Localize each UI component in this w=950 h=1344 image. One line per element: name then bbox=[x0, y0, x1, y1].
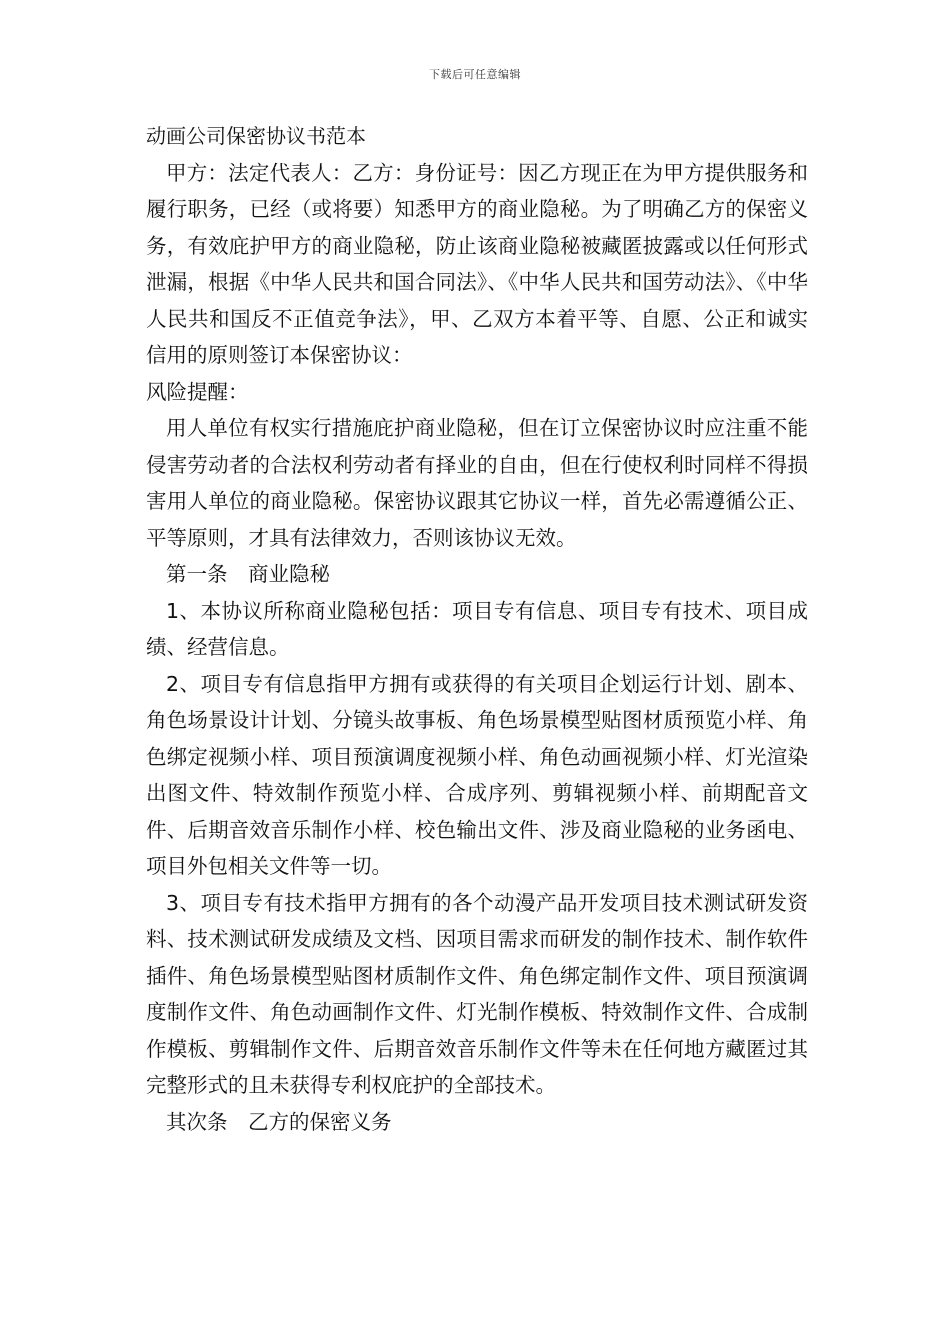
document-title: 动画公司保密协议书范本 bbox=[146, 124, 366, 148]
article-1-item-2: 2、项目专有信息指甲方拥有或获得的有关项目企划运行计划、剧本、角色场景设计计划、分镜头故事板、角色场景模型贴图材质预览小样、角色绑定视频小样、项目预演调度视频小样、角色动画视频小样、灯光渲染出图文件、特效制作预览小样、合成序列、剪辑视频小样、前期配音文件、后期音效音乐制作小样、校色输出文件、涉及商业隐秘的业务函电、项目外包相关文件等一切。 bbox=[146, 671, 808, 878]
page-header: 下载后可任意编辑 bbox=[429, 68, 521, 81]
article-1-title: 第一条 商业隐秘 bbox=[166, 562, 330, 586]
article-2-title: 其次条 乙方的保密义务 bbox=[166, 1109, 392, 1134]
risk-heading: 风险提醒： bbox=[146, 379, 249, 404]
intro-paragraph: 甲方：法定代表人：乙方：身份证号：因乙方现正在为甲方提供服务和履行职务，已经（或将要）知悉甲方的商业隐秘。为了明确乙方的保密义务，有效庇护甲方的商业隐秘，防止该商业隐秘被藏匿披露或以任何形式泄漏，根据《中华人民共和国合同法》、《中华人民共和国劳动法》、《中华人民共和国反不正值竞争法》，甲、乙双方本着平等、自愿、公正和诚实信用的原则签订本保密协议： bbox=[146, 160, 808, 367]
risk-paragraph: 用人单位有权实行措施庇护商业隐秘，但在订立保密协议时应注重不能侵害劳动者的合法权利劳动者有择业的自由，但在行使权利时同样不得损害用人单位的商业隐秘。保密协议跟其它协议一样，首先必需遵循公正、平等原则，才具有法律效力，否则该协议无效。 bbox=[146, 416, 808, 550]
article-1-item-3: 3、项目专有技术指甲方拥有的各个动漫产品开发项目技术测试研发资料、技术测试研发成绩及文档、因项目需求而研发的制作技术、制作软件插件、角色场景模型贴图材质制作文件、角色绑定制作文件、项目预演调度制作文件、角色动画制作文件、灯光制作模板、特效制作文件、合成制作模板、剪辑制作文件、后期音效音乐制作文件等未在任何地方藏匿过其完整形式的且未获得专利权庇护的全部技术。 bbox=[146, 890, 808, 1097]
article-1-item-1: 1、本协议所称商业隐秘包括：项目专有信息、项目专有技术、项目成绩、经营信息。 bbox=[146, 598, 808, 659]
document-body bbox=[146, 118, 808, 1140]
